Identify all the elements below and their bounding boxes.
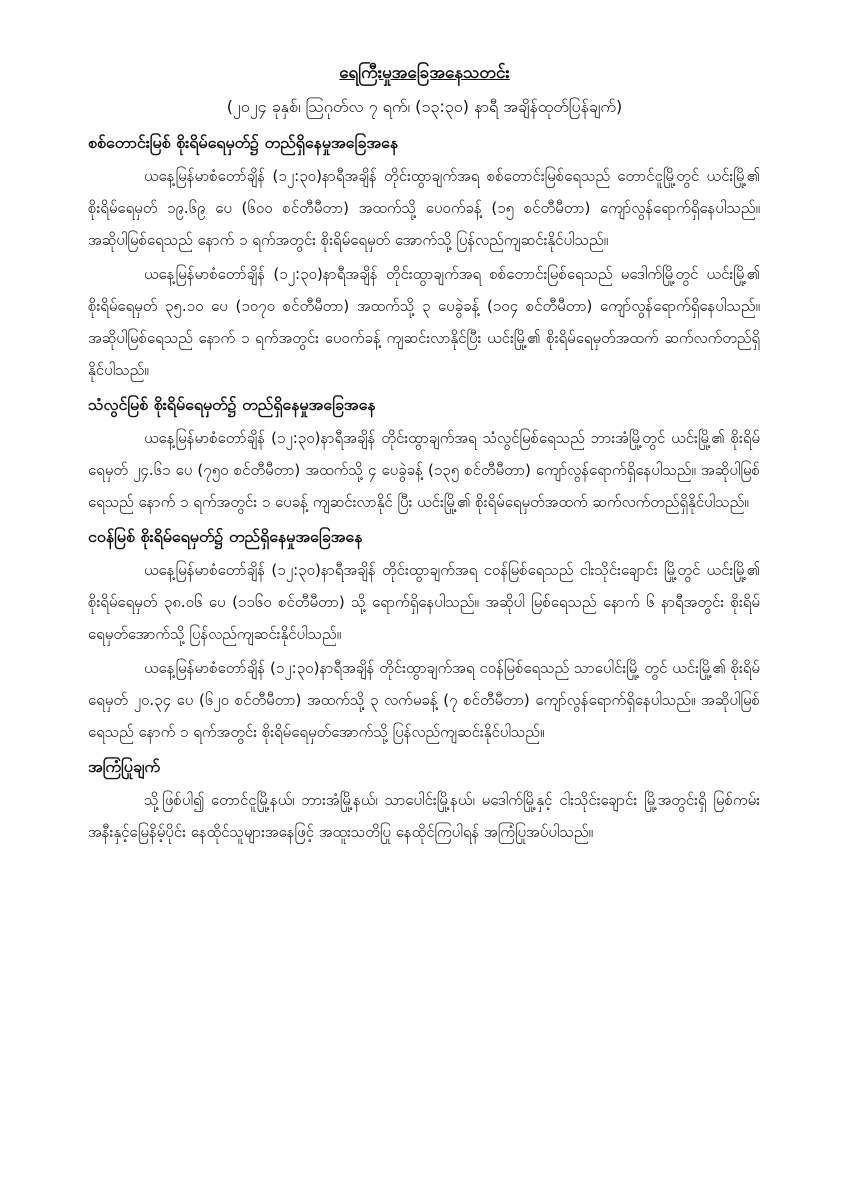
paragraph-advice: သို့ဖြစ်ပါ၍ တောင်ငူမြို့နယ်၊ ဘားအံမြို့နယ်၊ သာပေါင်းမြို့နယ်၊ မဒေါက်မြို့နှင့် ငါးသိုင်းချောင်း မြို့အတွင်းရှိ မြစ်ကမ်းအနီးနှင့်မြေနိမ့်ပိုင်း နေထိုင်သူများအနေဖြင့် အထူးသတိပြု နေထိုင်ကြပါရန် အကြံပြုအပ်ပါသည်။	[88, 791, 760, 841]
paragraph-sittaung-taungoo: ယနေ့မြန်မာစံတော်ချိန် (၁၂:၃၀)နာရီအချိန် တိုင်းထွာချက်အရ စစ်တောင်းမြစ်ရေသည် တောင်ငူမြို့တွင် ယင်းမြို့၏ စိုးရိမ်ရေမှတ် ၁၉.၆၉ ပေ (၆၀၀ စင်တီမီတာ) အထက်သို့ ပေ၀က်ခန့် (၁၅ စင်တီမီတာ) ကျော်လွန်ရောက်ရှိနေပါသည်။ အဆိုပါမြစ်ရေသည် နောက် ၁ ရက်အတွင်း စိုးရိမ်ရေမှတ် အောက်သို့ ပြန်လည်ကျဆင်းနိုင်ပါသည်။	[88, 167, 760, 249]
document-body	[88, 124, 760, 850]
document-subtitle: (၂၀၂၄ ခုနှစ်၊ ဩဂုတ်လ ၇ ရက်၊ (၁၃:၃၀) နာရီ အချိန်ထုတ်ပြန်ချက်)	[226, 97, 623, 116]
section-heading-sittaung: စစ်တောင်းမြစ် စိုးရိမ်ရေမှတ်၌ တည်ရှိနေမှုအခြေအနေ	[88, 133, 398, 152]
paragraph-thanlwin-hpa-an: ယနေ့မြန်မာစံတော်ချိန် (၁၂:၃၀)နာရီအချိန် တိုင်းထွာချက်အရ သံလွင်မြစ်ရေသည် ဘားအံမြို့တွင် ယင်းမြို့၏ စိုးရိမ်ရေမှတ် ၂၄.၆၁ ပေ (၇၅၀ စင်တီမီတာ) အထက်သို့ ၄ ပေခွဲခန့် (၁၃၅ စင်တီမီတာ) ကျော်လွန်ရောက်ရှိနေပါသည်။ အဆိုပါမြစ်ရေသည် နောက် ၁ ရက်အတွင်း ၁ ပေခန့် ကျဆင်းလာနိုင် ပြီး ယင်းမြို့၏ စိုးရိမ်ရေမှတ်အထက် ဆက်လက်တည်ရှိနိုင်ပါသည်။	[88, 429, 760, 511]
section-heading-advice: အကြံပြုချက်	[88, 757, 161, 776]
paragraph-ngawun-thapaung: ယနေ့မြန်မာစံတော်ချိန် (၁၂:၃၀)နာရီအချိန် တိုင်းထွာချက်အရ ငဝန်မြစ်ရေသည် သာပေါင်းမြို့ တွင် ယင်းမြို့၏ စိုးရိမ်ရေမှတ် ၂၀.၃၄ ပေ (၆၂၀ စင်တီမီတာ) အထက်သို့ ၃ လက်မခန့် (၇ စင်တီမီတာ) ကျော်လွန်ရောက်ရှိနေပါသည်။ အဆိုပါမြစ်ရေသည် နောက် ၁ ရက်အတွင်း စိုးရိမ်ရေမှတ်အောက်သို့ ပြန်လည်ကျဆင်းနိုင်ပါသည်။	[88, 659, 760, 741]
section-heading-thanlwin: သံလွင်မြစ် စိုးရိမ်ရေမှတ်၌ တည်ရှိနေမှုအခြေအနေ	[88, 395, 376, 414]
paragraph-ngawun-ngathaingchaung: ယနေ့မြန်မာစံတော်ချိန် (၁၂:၃၀)နာရီအချိန် တိုင်းထွာချက်အရ ငဝန်မြစ်ရေသည် ငါးသိုင်းချောင်း မြို့တွင် ယင်းမြို့၏ စိုးရိမ်ရေမှတ် ၃၈.၀၆ ပေ (၁၁၆၀ စင်တီမီတာ) သို့ ရောက်ရှိနေပါသည်။ အဆိုပါ မြစ်ရေသည် နောက် ၆ နာရီအတွင်း စိုးရိမ်ရေမှတ်အောက်သို့ ပြန်လည်ကျဆင်းနိုင်ပါသည်။	[88, 561, 760, 643]
section-heading-ngawun: ငဝန်မြစ် စိုးရိမ်ရေမှတ်၌ တည်ရှိနေမှုအခြေအနေ	[88, 527, 363, 546]
paragraph-sittaung-madauk: ယနေ့မြန်မာစံတော်ချိန် (၁၂:၃၀)နာရီအချိန် တိုင်းထွာချက်အရ စစ်တောင်းမြစ်ရေသည် မဒေါက်မြို့တွင် ယင်းမြို့၏ စိုးရိမ်ရေမှတ် ၃၅.၁၀ ပေ (၁၀၇၀ စင်တီမီတာ) အထက်သို့ ၃ ပေခွဲခန့် (၁၀၄ စင်တီမီတာ) ကျော်လွန်ရောက်ရှိနေပါသည်။ အဆိုပါမြစ်ရေသည် နောက် ၁ ရက်အတွင်း ပေ၀က်ခန့် ကျဆင်းလာနိုင်ပြီး ယင်းမြို့၏ စိုးရိမ်ရေမှတ်အထက် ဆက်လက်တည်ရှိနိုင်ပါသည်။	[88, 265, 760, 379]
document-title: ရေကြီးမှုအခြေအနေသတင်း	[339, 63, 510, 83]
